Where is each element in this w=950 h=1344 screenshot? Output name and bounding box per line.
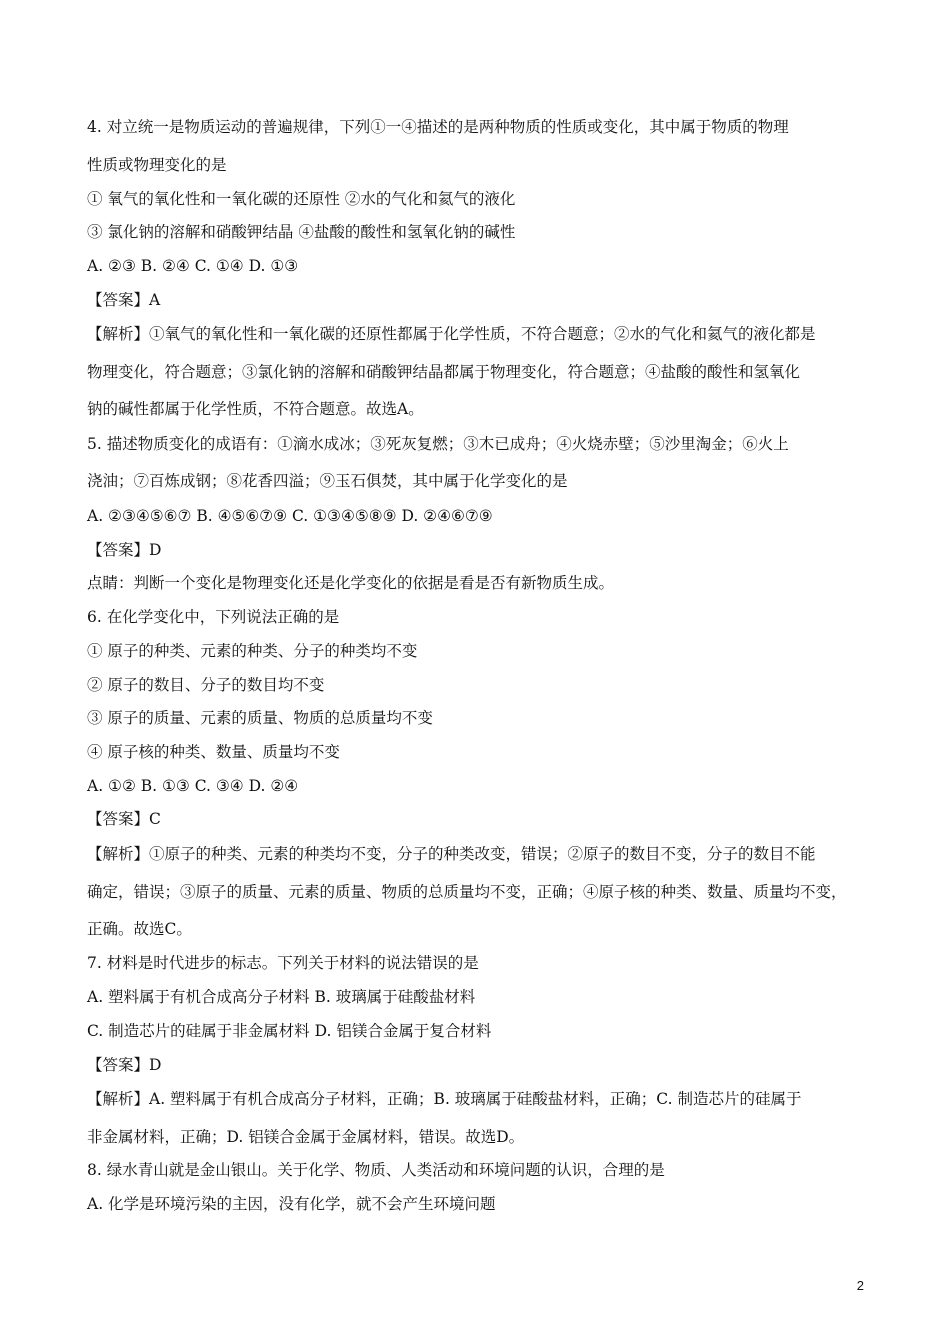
- q6-statement-1: ① 原子的种类、元素的种类、分子的种类均不变: [87, 642, 418, 660]
- q5-note: 点睛：判断一个变化是物理变化还是化学变化的依据是看是否有新物质生成。: [87, 574, 615, 592]
- page-number: 2: [856, 1278, 864, 1293]
- q5-stem-line-1: 5. 描述物质变化的成语有：①滴水成冰；③死灰复燃；③木已成舟；④火烧赤壁；⑤沙里淘金；⑥火上: [87, 435, 789, 453]
- q5-answer: 【答案】D: [87, 541, 162, 559]
- q7-options-line-2: C. 制造芯片的硅属于非金属材料 D. 铝镁合金属于复合材料: [87, 1022, 492, 1040]
- q4-analysis-line-1: 【解析】①氧气的氧化性和一氧化碳的还原性都属于化学性质，不符合题意；②水的气化和氦气的液化都是: [87, 325, 816, 343]
- q5-stem-line-2: 浇油；⑦百炼成钢；⑧花香四溢；⑨玉石俱焚，其中属于化学变化的是: [87, 472, 568, 490]
- q7-analysis-line-1: 【解析】A. 塑料属于有机合成高分子材料，正确；B. 玻璃属于硅酸盐材料，正确；C. 制造芯片的硅属于: [87, 1090, 802, 1108]
- q7-stem: 7. 材料是时代进步的标志。下列关于材料的说法错误的是: [87, 954, 479, 972]
- q4-stem-line-1: 4. 对立统一是物质运动的普遍规律，下列①一④描述的是两种物质的性质或变化，其中属于物质的物理: [87, 118, 789, 136]
- q4-analysis-line-2: 物理变化，符合题意；③氯化钠的溶解和硝酸钾结晶都属于物理变化，符合题意；④盐酸的酸性和氢氧化: [87, 363, 801, 381]
- q6-analysis-line-2: 确定，错误；③原子的质量、元素的质量、物质的总质量均不变，正确；④原子核的种类、数量、质量均不变，: [87, 883, 847, 901]
- q4-statement-1: ① 氧气的氧化性和一氧化碳的还原性 ②水的气化和氦气的液化: [87, 190, 516, 208]
- q6-analysis-line-1: 【解析】①原子的种类、元素的种类均不变，分子的种类改变，错误；②原子的数目不变，分子的数目不能: [87, 845, 816, 863]
- q7-options-line-1: A. 塑料属于有机合成高分子材料 B. 玻璃属于硅酸盐材料: [87, 988, 476, 1006]
- q7-answer: 【答案】D: [87, 1056, 162, 1074]
- q4-options: A. ②③ B. ②④ C. ①④ D. ①③: [87, 257, 299, 275]
- q6-analysis-line-3: 正确。故选C。: [87, 920, 192, 938]
- q6-statement-3: ③ 原子的质量、元素的质量、物质的总质量均不变: [87, 709, 433, 727]
- q6-statement-4: ④ 原子核的种类、数量、质量均不变: [87, 743, 340, 761]
- q4-stem-line-2: 性质或物理变化的是: [87, 156, 227, 174]
- q4-statement-2: ③ 氯化钠的溶解和硝酸钾结晶 ④盐酸的酸性和氢氧化钠的碱性: [87, 223, 516, 241]
- q8-option-a: A. 化学是环境污染的主因，没有化学，就不会产生环境问题: [87, 1195, 496, 1213]
- q6-answer: 【答案】C: [87, 810, 161, 828]
- q6-stem: 6. 在化学变化中，下列说法正确的是: [87, 608, 340, 626]
- q6-statement-2: ② 原子的数目、分子的数目均不变: [87, 676, 325, 694]
- q4-analysis-line-3: 钠的碱性都属于化学性质，不符合题意。故选A。: [87, 400, 424, 418]
- q8-stem: 8. 绿水青山就是金山银山。关于化学、物质、人类活动和环境问题的认识，合理的是: [87, 1161, 665, 1179]
- q6-options: A. ①② B. ①③ C. ③④ D. ②④: [87, 777, 299, 795]
- q7-analysis-line-2: 非金属材料，正确；D. 铝镁合金属于金属材料，错误。故选D。: [87, 1128, 525, 1146]
- q4-answer: 【答案】A: [87, 291, 161, 309]
- q5-options: A. ②③④⑤⑥⑦ B. ④⑤⑥⑦⑨ C. ①③④⑤⑧⑨ D. ②④⑥⑦⑨: [87, 507, 493, 525]
